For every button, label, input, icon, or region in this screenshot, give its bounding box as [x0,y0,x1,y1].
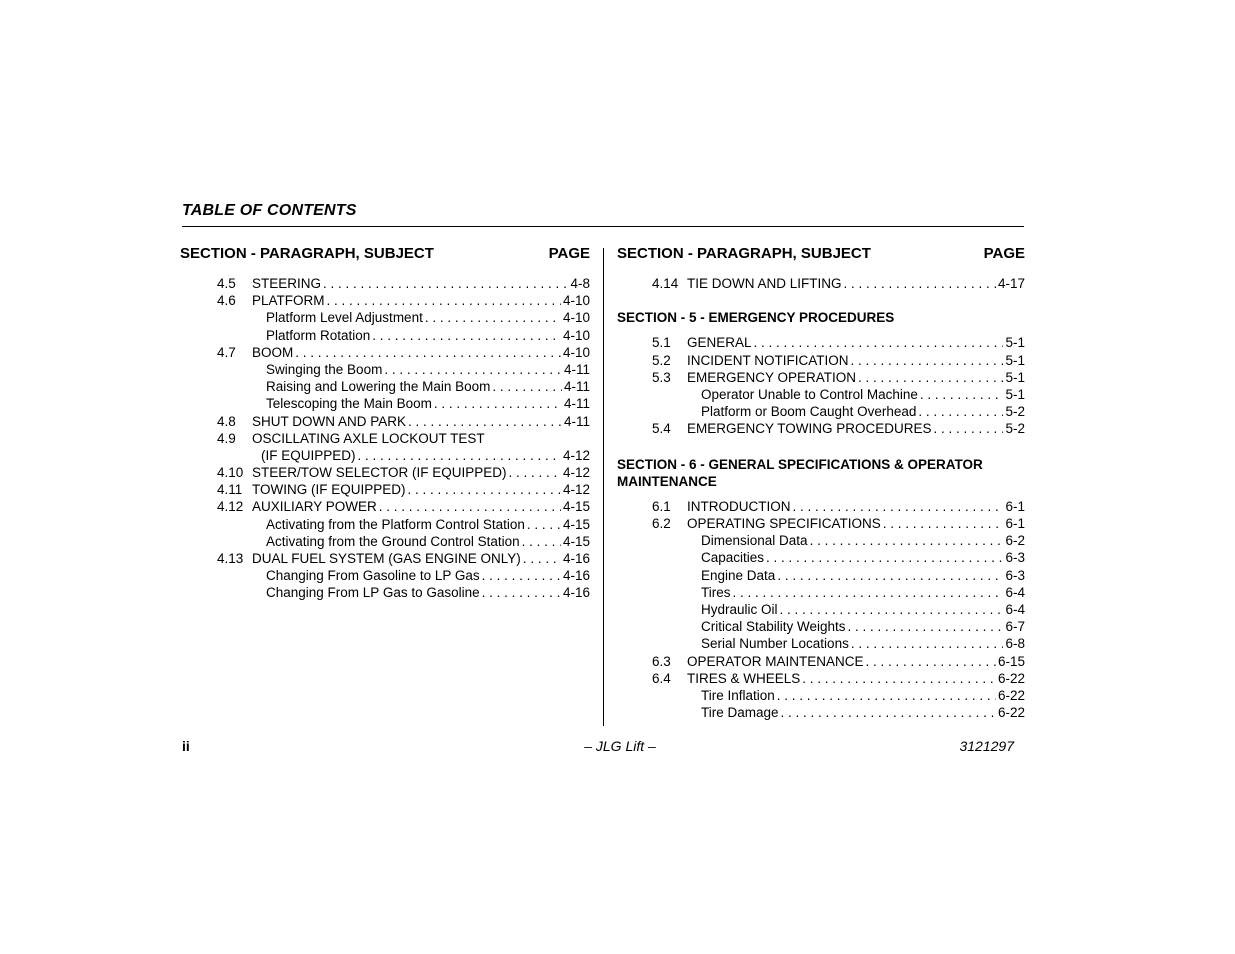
toc-entry-5-4[interactable] [617,420,1025,437]
toc-subentry[interactable] [180,378,590,395]
toc-entry-page: 6-4 [1005,584,1025,600]
toc-entry-page: 4-10 [562,310,590,326]
footer-page-number: ii [182,738,190,754]
toc-entry-page: 5-1 [1005,335,1025,351]
toc-entry-4-8[interactable] [180,413,590,430]
toc-subentry[interactable] [180,309,590,326]
toc-left-column [180,245,590,602]
toc-entry-page: 4-16 [562,551,590,566]
toc-entry-number: 4.9 [217,430,236,446]
toc-entry-text: (IF EQUIPPED) [261,447,356,463]
toc-entry-4-7[interactable] [180,344,590,361]
section-heading-5: SECTION - 5 - EMERGENCY PROCEDURES [617,310,895,326]
column-header-page: PAGE [548,245,590,262]
toc-subentry[interactable] [617,549,1025,566]
toc-entry-number: 4.12 [217,499,244,515]
toc-entry-page: 4-10 [562,327,590,343]
toc-entry-text: EMERGENCY OPERATION [687,369,857,385]
toc-entry-page: 4-15 [562,533,590,549]
toc-entry-6-3[interactable] [617,653,1025,670]
toc-entry-page: 4-16 [562,568,590,584]
toc-entry-text: Tires [701,584,731,600]
toc-subentry[interactable] [180,395,590,412]
toc-subentry[interactable] [617,687,1025,704]
toc-entry-text: PLATFORM [252,293,325,309]
toc-entry-page: 4-11 [563,413,590,429]
toc-entry-page: 4-15 [562,516,590,532]
toc-subentry[interactable] [617,386,1025,403]
toc-entry-page: 4-12 [562,447,590,463]
toc-subentry[interactable] [180,584,590,601]
toc-entry-number: 4.10 [217,465,244,481]
toc-entry-text: OPERATING SPECIFICATIONS [687,516,881,532]
toc-entry-page: 6-3 [1005,567,1025,583]
toc-entry-page: 6-2 [1005,533,1025,549]
toc-entry-page: 4-12 [562,482,590,498]
toc-entry-text: SHUT DOWN AND PARK [252,413,407,429]
toc-entry-text: TOWING (IF EQUIPPED) [252,482,406,498]
toc-entry-number: 4.5 [217,276,236,291]
toc-subentry[interactable] [617,704,1025,721]
toc-entry-text: Platform Rotation [266,327,371,343]
toc-entry-number: 5.3 [652,369,671,385]
toc-entry-6-1[interactable] [617,498,1025,515]
toc-entry-number: 6.2 [652,516,671,532]
title-rule [182,226,1024,227]
toc-subentry[interactable] [617,635,1025,652]
toc-entry-text: Critical Stability Weights [701,619,846,635]
toc-entry-4-11[interactable] [180,481,590,498]
toc-entry-page: 4-10 [562,293,590,309]
toc-entry-text: Platform Level Adjustment [266,310,423,326]
toc-entry-page: 4-11 [563,361,590,377]
toc-entry-5-2[interactable] [617,352,1025,369]
toc-entry-number: 4.7 [217,344,236,360]
toc-entry-text: AUXILIARY POWER [252,499,377,515]
column-divider [603,248,604,726]
toc-entry-page: 4-17 [997,276,1025,291]
section-heading-6 [617,456,1025,490]
toc-entry-text: Swinging the Boom [266,361,383,377]
column-header [617,245,1025,267]
column-header-subject: SECTION - PARAGRAPH, SUBJECT [617,245,871,262]
toc-subentry[interactable] [617,403,1025,420]
toc-entry-page: 4-15 [562,499,590,515]
toc-entry-text: Engine Data [701,567,776,583]
toc-entry-4-14[interactable] [617,275,1025,292]
toc-entry-number: 4.14 [652,276,679,291]
toc-entry-text: Tire Inflation [701,687,775,703]
toc-entry-4-10[interactable] [180,464,590,481]
toc-entry-6-2[interactable] [617,515,1025,532]
footer-document-number: 3121297 [959,738,1014,754]
toc-entry-text: TIE DOWN AND LIFTING [687,276,842,291]
toc-entry-page: 5-1 [1005,386,1025,402]
toc-entry-page: 6-7 [1005,619,1025,635]
toc-entry-number: 4.6 [217,293,236,309]
column-header-subject: SECTION - PARAGRAPH, SUBJECT [180,245,434,262]
toc-entry-text: OSCILLATING AXLE LOCKOUT TEST [252,430,485,446]
toc-entry-text: Hydraulic Oil [701,602,778,618]
toc-entry-4-13[interactable] [180,550,590,567]
toc-entry-number: 4.13 [217,551,244,566]
toc-entry-text: TIRES & WHEELS [687,670,801,686]
toc-subentry[interactable] [617,601,1025,618]
toc-entry-text: Raising and Lowering the Main Boom [266,379,491,395]
toc-entry-page: 5-2 [1005,404,1025,420]
toc-entry-page: 5-1 [1005,369,1025,385]
toc-entry-page: 4-10 [562,344,590,360]
toc-entry-5-1[interactable] [617,334,1025,351]
toc-entry-page: 6-1 [1005,516,1025,532]
toc-entry-4-9[interactable] [180,430,590,447]
toc-entry-page: 6-1 [1005,498,1025,514]
toc-entry-number: 4.8 [217,413,236,429]
toc-entry-text: EMERGENCY TOWING PROCEDURES [687,421,932,437]
toc-entry-text: Serial Number Locations [701,636,849,652]
toc-entry-4-6[interactable] [180,292,590,309]
toc-subentry[interactable] [617,618,1025,635]
toc-entry-page: 6-15 [997,653,1025,669]
toc-entry-text: Changing From LP Gas to Gasoline [266,585,480,601]
toc-entry-number: 5.4 [652,421,671,437]
column-header-page: PAGE [983,245,1025,262]
toc-entry-number: 4.11 [217,482,243,498]
toc-subentry[interactable] [617,532,1025,549]
toc-entry-text: OPERATOR MAINTENANCE [687,653,864,669]
toc-subentry[interactable] [180,516,590,533]
footer-title: – JLG Lift – [584,738,656,754]
toc-entry-text: STEERING [252,276,322,291]
toc-entry-page: 5-2 [1005,421,1025,437]
toc-subentry[interactable] [180,533,590,550]
section-heading-6-line2: MAINTENANCE [617,473,717,489]
toc-entry-text: INTRODUCTION [687,498,791,514]
toc-entry-text: INCIDENT NOTIFICATION [687,352,849,368]
toc-entry-page: 4-8 [570,276,590,291]
toc-entry-number: 5.2 [652,352,671,368]
toc-entry-text: BOOM [252,344,294,360]
toc-subentry[interactable] [617,584,1025,601]
toc-entry-number: 6.1 [652,498,671,514]
toc-right-column [617,245,1025,721]
toc-entry-text: STEER/TOW SELECTOR (IF EQUIPPED) [252,465,507,481]
toc-entry-text: Platform or Boom Caught Overhead [701,404,917,420]
toc-entry-number: 6.4 [652,670,671,686]
toc-entry-continuation[interactable] [180,447,590,464]
toc-entry-number: 6.3 [652,653,671,669]
toc-entry-page: 6-22 [997,687,1025,703]
toc-entry-text: Operator Unable to Control Machine [701,386,918,402]
toc-entry-text: Activating from the Platform Control Station [266,516,525,532]
toc-entry-4-12[interactable] [180,498,590,515]
toc-entry-page: 4-12 [562,465,590,481]
toc-entry-page: 4-16 [562,585,590,601]
toc-entry-text: Dimensional Data [701,533,808,549]
toc-entry-text: Changing From Gasoline to LP Gas [266,568,480,584]
toc-entry-page: 6-8 [1005,636,1025,652]
column-header [180,245,590,267]
toc-entry-text: DUAL FUEL SYSTEM (GAS ENGINE ONLY) [252,551,521,566]
toc-subentry[interactable] [180,327,590,344]
toc-entry-text: Capacities [701,550,765,566]
toc-entry-text: Tire Damage [701,705,779,721]
toc-entry-5-3[interactable] [617,369,1025,386]
toc-entry-page: 6-4 [1005,602,1025,618]
toc-subentry[interactable] [617,567,1025,584]
toc-entry-text: Telescoping the Main Boom [266,396,432,412]
toc-entry-number: 5.1 [652,335,671,351]
toc-entry-text: Activating from the Ground Control Station [266,533,520,549]
toc-entry-4-5[interactable] [180,275,590,292]
toc-subentry[interactable] [180,361,590,378]
toc-entry-6-4[interactable] [617,670,1025,687]
toc-entry-text: GENERAL [687,335,752,351]
toc-entry-page: 4-11 [563,396,590,412]
toc-entry-page: 4-11 [563,379,590,395]
toc-entry-page: 6-3 [1005,550,1025,566]
section-heading-6-line1: SECTION - 6 - GENERAL SPECIFICATIONS & OPERATOR [617,456,983,472]
toc-subentry[interactable] [180,567,590,584]
page-title: TABLE OF CONTENTS [182,202,357,219]
toc-entry-page: 6-22 [997,670,1025,686]
toc-entry-page: 5-1 [1005,352,1025,368]
toc-entry-page: 6-22 [997,705,1025,721]
